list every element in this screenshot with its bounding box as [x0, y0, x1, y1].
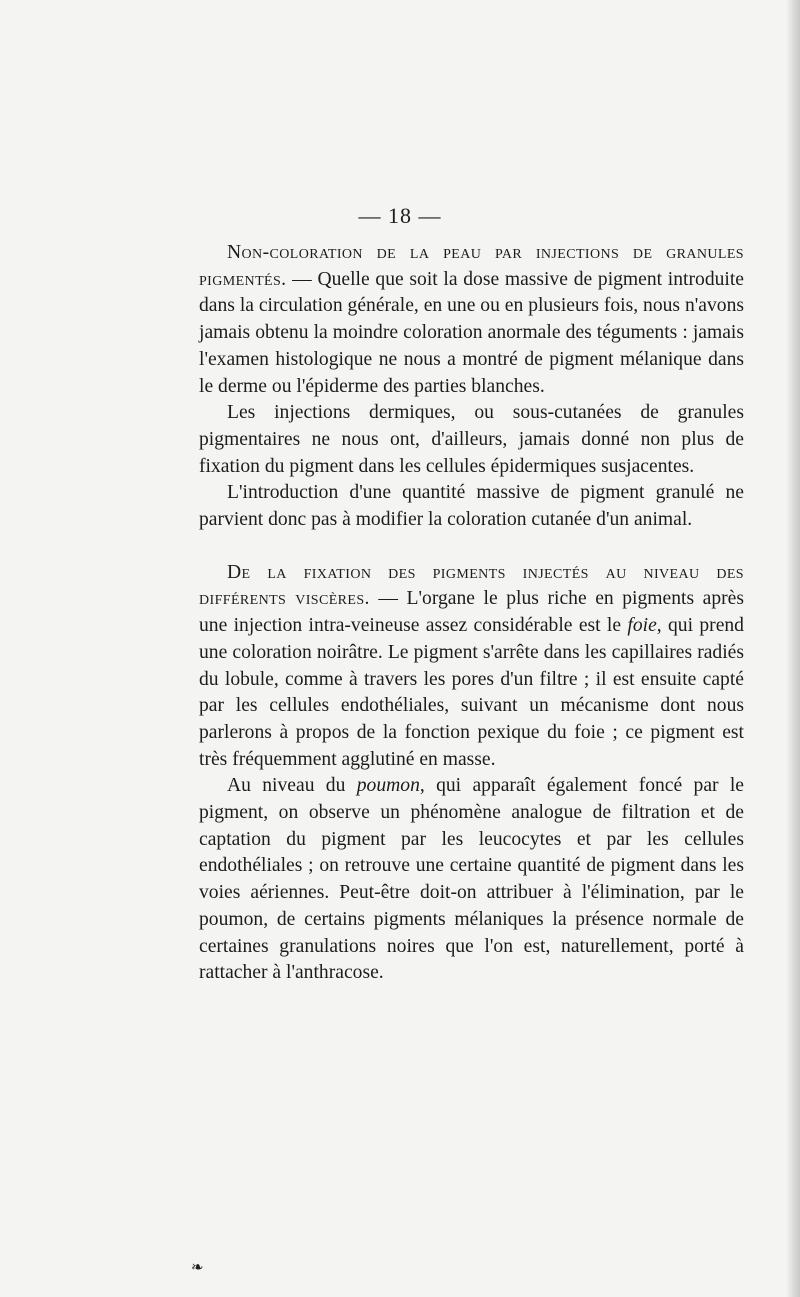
italic-term-poumon: poumon: [356, 775, 420, 797]
paragraph-fixation-visceres: [199, 560, 744, 774]
section-heading-non-coloration: Non-coloration de la peau par injections de granules pigmentés.: [199, 242, 744, 290]
paragraph-text: , qui prend une coloration noirâtre. Le pigment s'arrête dans les capillaires radiés du lobule, comme à travers les pores d'un filtre ; il est ensuite capté par les cellules endothéliales, suivant un mécanisme dont nous parlerons à propos de la fonction pexique du foie ; ce pigment est très fréquemment agglutiné en masse.: [199, 615, 744, 770]
paragraph-introduction: L'introduction d'une quantité massive de pigment granulé ne parvient donc pas à modifier la coloration cutanée d'un animal.: [199, 482, 744, 531]
paragraph-text: Au niveau du: [227, 775, 357, 797]
paragraph-text: , qui apparaît également foncé par le pigment, on observe un phénomène analogue de filtration et de captation du pigment par les leucocytes et par les cellules endothéliales ; on retrouve une certaine quantité de pigment dans les voies aériennes. Peut-être doit-on attribuer à l'élimination, par le poumon, de certains pigments mélaniques la présence normale de certaines granulations noires que l'on est, naturellement, porté à rattacher à l'anthracose.: [199, 775, 744, 984]
italic-term-foie: foie: [627, 615, 657, 637]
section-heading-fixation: De la fixation des pigments injectés au niveau des différents viscères.: [199, 561, 744, 610]
paragraph-text: — Quelle que soit la dose massive de pigment introduite dans la circulation générale, en une ou en plusieurs fois, nous n'avons jamais obtenu la moindre coloration anormale des téguments : jamais l'examen histologique ne nous a montré de pigment mélanique dans le derme ou l'épiderme des parties blanches.: [199, 268, 744, 397]
body-text: [199, 240, 744, 987]
paragraph-injections-dermiques: Les injections dermiques, ou sous-cutanées de granules pigmentaires ne nous ont, d'ailleurs, jamais donné non plus de fixation du pigment dans les cellules épidermiques susjacentes.: [199, 402, 744, 477]
page-gutter-shadow: [786, 0, 800, 1297]
footer-printer-mark: ❧: [191, 1260, 204, 1276]
paragraph-poumon: [199, 773, 744, 987]
paragraph-text: — L'organe le plus riche en pigments après une injection intra-veineuse assez considérable est le: [199, 588, 745, 637]
page-number: — 18 —: [358, 203, 442, 228]
paragraph-non-coloration: [199, 240, 744, 400]
